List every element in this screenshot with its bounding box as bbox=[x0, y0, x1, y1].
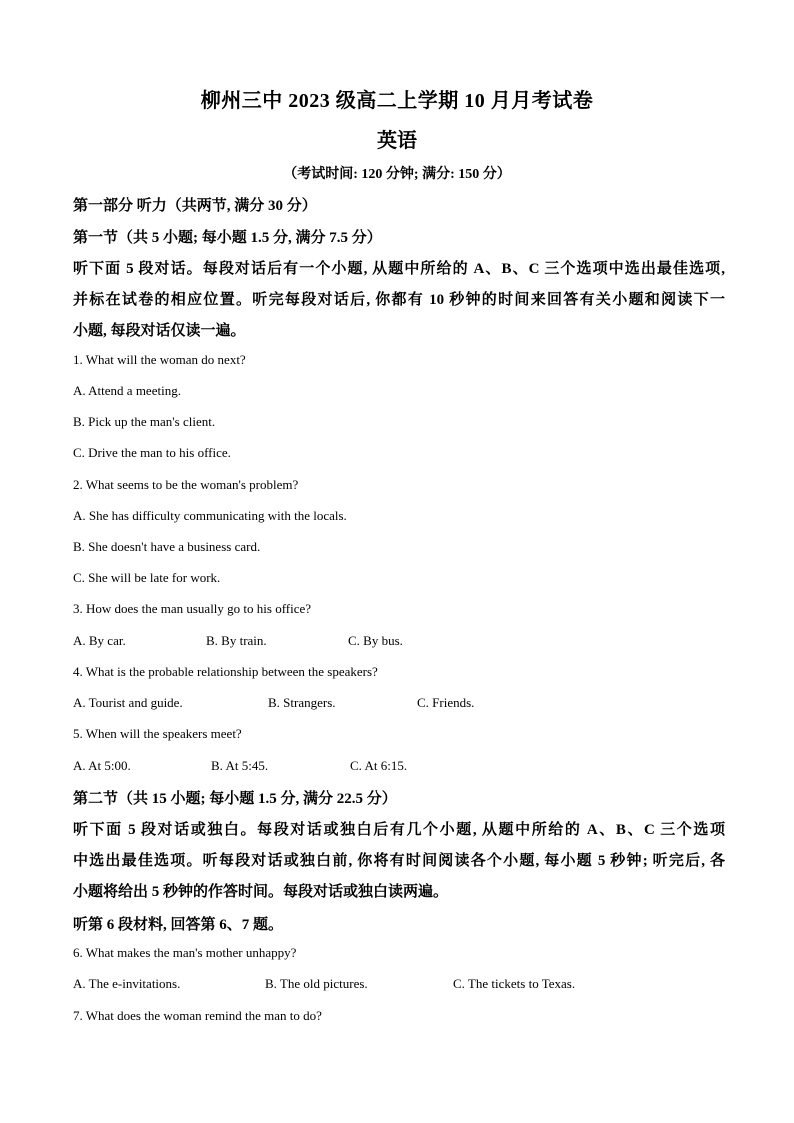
question-option: C. At 6:15. bbox=[350, 758, 408, 773]
question-option: B. She doesn't have a business card. bbox=[73, 539, 261, 554]
exam-subject: 英语 bbox=[377, 130, 417, 152]
section1-instruction-line: 小题, 每段对话仅读一遍。 bbox=[73, 323, 246, 339]
part1-heading: 第一部分 听力（共两节, 满分 30 分） bbox=[73, 198, 317, 214]
section1-instruction-line: 听下面 5 段对话。每段对话后有一个小题, 从题中所给的 A、B、C 三个选项中选出最佳选项, bbox=[73, 261, 725, 277]
question-option: C. She will be late for work. bbox=[73, 570, 221, 585]
question-stem: 7. What does the woman remind the man to do? bbox=[73, 1008, 322, 1023]
section1-instruction-line: 并标在试卷的相应位置。听完每段对话后, 你都有 10 秒钟的时间来回答有关小题和阅读下一 bbox=[73, 292, 725, 308]
question-option: A. She has difficulty communicating with the locals. bbox=[73, 508, 347, 523]
section2-heading: 第二节（共 15 小题; 每小题 1.5 分, 满分 22.5 分） bbox=[73, 791, 397, 807]
question-option: A. Tourist and guide. bbox=[73, 695, 183, 710]
question-option: C. By bus. bbox=[348, 633, 403, 648]
material-note: 听第 6 段材料, 回答第 6、7 题。 bbox=[73, 917, 284, 933]
question-stem: 1. What will the woman do next? bbox=[73, 352, 246, 367]
question-option: B. Pick up the man's client. bbox=[73, 414, 216, 429]
exam-title: 柳州三中 2023 级高二上学期 10 月月考试卷 bbox=[200, 90, 594, 112]
section2-instruction-line: 中选出最佳选项。听每段对话或独白前, 你将有时间阅读各个小题, 每小题 5 秒钟; 听完后, 各 bbox=[73, 853, 725, 869]
question-option: A. The e-invitations. bbox=[73, 976, 181, 991]
question-option: A. By car. bbox=[73, 633, 126, 648]
question-option: C. The tickets to Texas. bbox=[453, 976, 576, 991]
section1-heading: 第一节（共 5 小题; 每小题 1.5 分, 满分 7.5 分） bbox=[73, 230, 382, 246]
question-option: C. Drive the man to his office. bbox=[73, 445, 231, 460]
question-option: A. At 5:00. bbox=[73, 758, 131, 773]
question-stem: 5. When will the speakers meet? bbox=[73, 726, 242, 741]
question-option: B. The old pictures. bbox=[265, 976, 368, 991]
question-stem: 6. What makes the man's mother unhappy? bbox=[73, 945, 297, 960]
question-stem: 3. How does the man usually go to his office? bbox=[73, 601, 312, 616]
question-option: C. Friends. bbox=[417, 695, 475, 710]
question-option: B. Strangers. bbox=[268, 695, 336, 710]
question-option: B. By train. bbox=[206, 633, 267, 648]
question-option: A. Attend a meeting. bbox=[73, 383, 181, 398]
question-stem: 4. What is the probable relationship between the speakers? bbox=[73, 664, 378, 679]
question-option: B. At 5:45. bbox=[211, 758, 269, 773]
section2-instruction-line: 听下面 5 段对话或独白。每段对话或独白后有几个小题, 从题中所给的 A、B、C 三个选项 bbox=[73, 822, 725, 838]
section2-instruction-line: 小题将给出 5 秒钟的作答时间。每段对话或独白读两遍。 bbox=[73, 884, 449, 900]
exam-info: （考试时间: 120 分钟; 满分: 150 分） bbox=[283, 167, 511, 182]
question-stem: 2. What seems to be the woman's problem? bbox=[73, 477, 299, 492]
